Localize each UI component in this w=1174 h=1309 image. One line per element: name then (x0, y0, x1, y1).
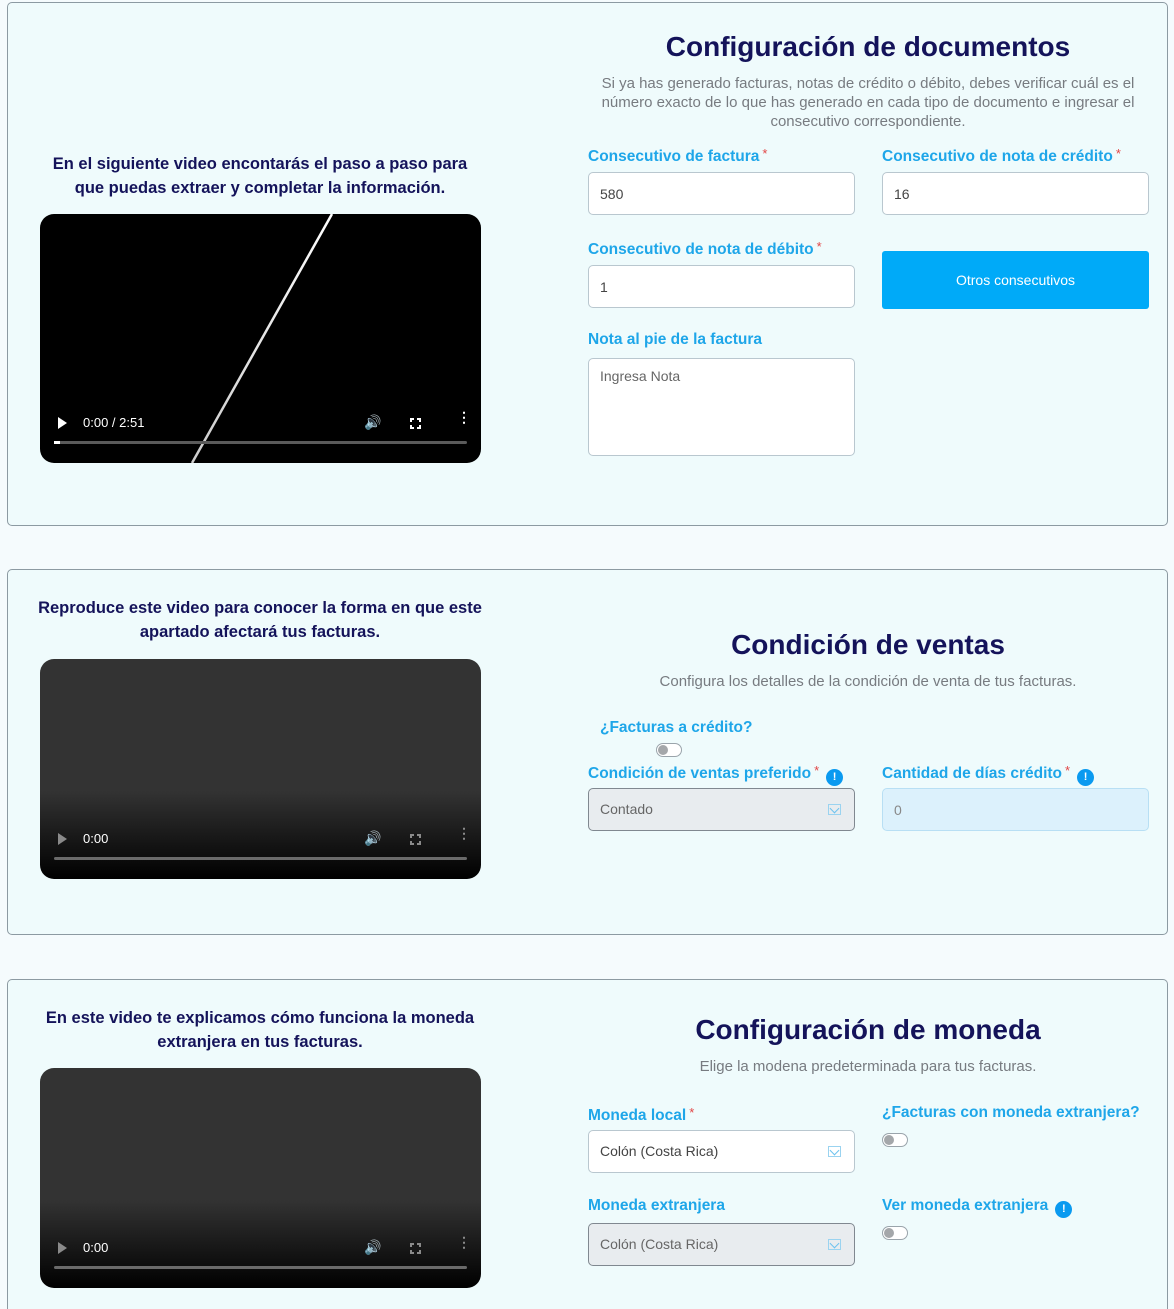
credito-label: Consecutivo de nota de crédito * (882, 146, 1121, 165)
video-controls (40, 1228, 481, 1288)
fullscreen-icon[interactable] (410, 1243, 421, 1254)
play-icon[interactable] (58, 833, 67, 845)
facturas-credito-label: ¿Facturas a crédito? (600, 719, 753, 736)
moneda-extranjera-toggle[interactable] (882, 1133, 908, 1147)
video-time: 0:00 (83, 831, 109, 846)
more-options-icon[interactable]: ⋮ (457, 1234, 471, 1250)
chevron-down-icon (828, 1146, 841, 1157)
volume-icon[interactable]: 🔊 (364, 414, 382, 430)
condicion-ventas-select[interactable]: Contado (588, 788, 855, 831)
ver-moneda-label: Ver moneda extranjera ! (882, 1196, 1072, 1218)
moneda-extranjera-label: Moneda extranjera (588, 1197, 725, 1214)
nota-pie-textarea[interactable] (588, 358, 855, 456)
consecutivo-factura-input[interactable] (588, 172, 855, 215)
volume-icon[interactable]: 🔊 (364, 1239, 382, 1255)
documentos-title: Configuración de documentos (665, 31, 1071, 62)
consecutivo-debito-input[interactable] (588, 265, 855, 308)
play-icon[interactable] (58, 1242, 67, 1254)
play-icon[interactable] (58, 417, 67, 429)
ventas-title: Condición de ventas (731, 629, 1005, 660)
moneda-subtitle: Elige la modena predeterminada para tus facturas. (699, 1058, 1037, 1075)
chevron-down-icon (828, 804, 841, 815)
video-controls (40, 403, 481, 463)
debito-label: Consecutivo de nota de débito * (588, 239, 822, 258)
fullscreen-icon[interactable] (410, 834, 421, 845)
more-options-icon[interactable]: ⋮ (457, 825, 471, 841)
info-icon[interactable]: ! (1077, 769, 1094, 786)
info-icon[interactable]: ! (826, 769, 843, 786)
moneda-video[interactable] (40, 1068, 481, 1288)
ventas-intro: Reproduce este video para conocer la forma en que este apartado afectará tus facturas. (38, 599, 482, 641)
chevron-down-icon (828, 1239, 841, 1250)
volume-icon[interactable]: 🔊 (364, 830, 382, 846)
fullscreen-icon[interactable] (410, 418, 421, 429)
moneda-title: Configuración de moneda (695, 1014, 1041, 1045)
moneda-local-label: Moneda local * (588, 1105, 695, 1124)
ventas-video[interactable] (40, 659, 481, 879)
factura-label: Consecutivo de factura * (588, 146, 768, 165)
otros-consecutivos-button[interactable]: Otros consecutivos (882, 251, 1149, 309)
moneda-intro: En este video te explicamos cómo funciona la moneda extranjera en tus facturas. (45, 1009, 475, 1051)
documentos-video[interactable] (40, 214, 481, 463)
condicion-label: Condición de ventas preferido * ! (588, 761, 843, 786)
video-controls (40, 819, 481, 879)
documentos-card (7, 2, 1168, 526)
dias-credito-label: Cantidad de días crédito * ! (882, 761, 1094, 786)
video-time: 0:00 (83, 1240, 109, 1255)
video-progress-bar[interactable] (54, 1266, 467, 1269)
dias-credito-input[interactable] (882, 788, 1149, 831)
video-progress-bar[interactable] (54, 857, 467, 860)
ventas-subtitle: Configura los detalles de la condición de venta de tus facturas. (659, 673, 1077, 690)
nota-label: Nota al pie de la factura (588, 331, 762, 348)
documentos-intro: En el siguiente video encontarás el paso a paso para que puedas extraer y completar la información. (52, 155, 468, 197)
consecutivo-credito-input[interactable] (882, 172, 1149, 215)
moneda-local-select[interactable]: Colón (Costa Rica) (588, 1130, 855, 1173)
more-options-icon[interactable]: ⋮ (457, 409, 471, 425)
facturas-credito-toggle[interactable] (656, 743, 682, 757)
video-progress-bar[interactable] (54, 441, 467, 444)
ventas-card (7, 569, 1168, 935)
moneda-extranjera-toggle-label: ¿Facturas con moneda extranjera? (882, 1104, 1140, 1121)
info-icon[interactable]: ! (1055, 1201, 1072, 1218)
documentos-subtitle: Si ya has generado facturas, notas de crédito o débito, debes verificar cuál es el número exacto de lo que has generado en cada tipo de documento e ingresar el consecutivo correspondiente. (601, 75, 1135, 130)
video-time: 0:00 / 2:51 (83, 415, 145, 430)
moneda-extranjera-select[interactable]: Colón (Costa Rica) (588, 1223, 855, 1266)
ver-moneda-toggle[interactable] (882, 1226, 908, 1240)
moneda-card (7, 979, 1168, 1309)
